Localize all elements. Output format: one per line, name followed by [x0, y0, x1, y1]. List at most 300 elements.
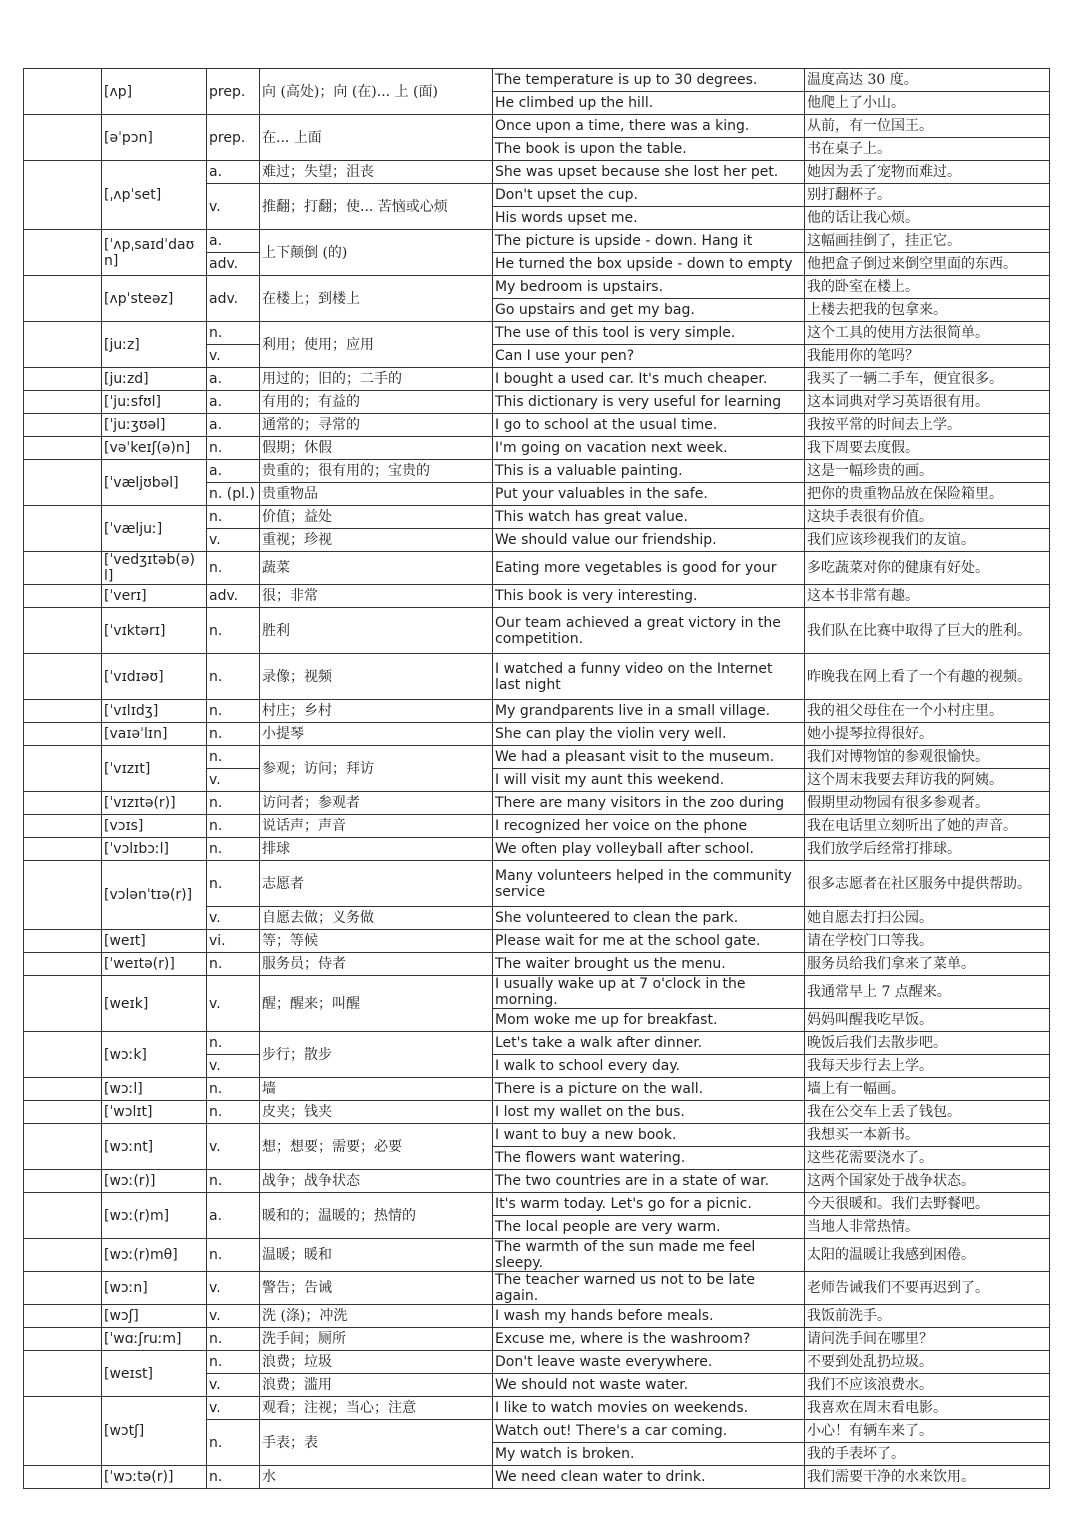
example-zh-cell: 我们队在比赛中取得了巨大的胜利。 [805, 608, 1050, 654]
pos-cell: a. [207, 230, 260, 253]
pos-cell: n. [207, 1032, 260, 1055]
phonetic-cell: [ˈjuːʒʊəl] [102, 414, 207, 437]
phonetic-cell: [ˈvedʒɪtəb(ə)l] [102, 552, 207, 585]
blank-cell [24, 1193, 102, 1239]
blank-cell [24, 861, 102, 930]
example-zh-cell: 她小提琴拉得很好。 [805, 723, 1050, 746]
table-row [24, 1239, 1050, 1272]
meaning-cell: 难过；失望；沮丧 [260, 161, 493, 184]
pos-cell: v. [207, 1055, 260, 1078]
example-zh-cell: 我在电话里立刻听出了她的声音。 [805, 815, 1050, 838]
pos-cell: v. [207, 529, 260, 552]
pos-cell: n. [207, 506, 260, 529]
example-en-cell: We should value our friendship. [493, 529, 805, 552]
phonetic-cell: [weɪt] [102, 930, 207, 953]
example-zh-cell: 我的手表坏了。 [805, 1443, 1050, 1466]
meaning-cell: 访问者；参观者 [260, 792, 493, 815]
blank-cell [24, 815, 102, 838]
example-en-cell: My bedroom is upstairs. [493, 276, 805, 299]
example-en-cell: She was upset because she lost her pet. [493, 161, 805, 184]
example-zh-cell: 太阳的温暖让我感到困倦。 [805, 1239, 1050, 1272]
meaning-cell: 手表；表 [260, 1420, 493, 1466]
pos-cell: a. [207, 1193, 260, 1239]
meaning-cell: 上下颠倒 (的) [260, 230, 493, 276]
blank-cell [24, 1397, 102, 1466]
table-row [24, 506, 1050, 529]
phonetic-cell: [ˈjuːsfʊl] [102, 391, 207, 414]
example-zh-cell: 多吃蔬菜对你的健康有好处。 [805, 552, 1050, 585]
table-row [24, 391, 1050, 414]
example-zh-cell: 不要到处乱扔垃圾。 [805, 1351, 1050, 1374]
table-row [24, 322, 1050, 345]
example-en-cell: The book is upon the table. [493, 138, 805, 161]
example-en-cell: He climbed up the hill. [493, 92, 805, 115]
blank-cell [24, 368, 102, 391]
meaning-cell: 皮夹；钱夹 [260, 1101, 493, 1124]
meaning-cell: 参观；访问；拜访 [260, 746, 493, 792]
table-row [24, 437, 1050, 460]
table-row [24, 69, 1050, 92]
meaning-cell: 重视；珍视 [260, 529, 493, 552]
meaning-cell: 有用的；有益的 [260, 391, 493, 414]
phonetic-cell: [ˈweɪtə(r)] [102, 953, 207, 976]
phonetic-cell: [weɪst] [102, 1351, 207, 1397]
pos-cell: n. [207, 838, 260, 861]
pos-cell: n. [207, 1078, 260, 1101]
phonetic-cell: [vɔlənˈtɪə(r)] [102, 861, 207, 930]
phonetic-cell: [ˈverɪ] [102, 585, 207, 608]
blank-cell [24, 700, 102, 723]
example-en-cell: I walk to school every day. [493, 1055, 805, 1078]
meaning-cell: 警告；告诫 [260, 1272, 493, 1305]
blank-cell [24, 1351, 102, 1397]
example-en-cell: The temperature is up to 30 degrees. [493, 69, 805, 92]
phonetic-cell: [ˈvɔlɪbɔːl] [102, 838, 207, 861]
example-en-cell: I will visit my aunt this weekend. [493, 769, 805, 792]
example-zh-cell: 我下周要去度假。 [805, 437, 1050, 460]
table-row [24, 654, 1050, 700]
blank-cell [24, 585, 102, 608]
phonetic-cell: [vaɪəˈlɪn] [102, 723, 207, 746]
phonetic-cell: [weɪk] [102, 976, 207, 1032]
example-zh-cell: 他的话让我心烦。 [805, 207, 1050, 230]
example-en-cell: It's warm today. Let's go for a picnic. [493, 1193, 805, 1216]
example-zh-cell: 这本书非常有趣。 [805, 585, 1050, 608]
pos-cell: n. [207, 1239, 260, 1272]
blank-cell [24, 746, 102, 792]
example-zh-cell: 很多志愿者在社区服务中提供帮助。 [805, 861, 1050, 907]
meaning-cell: 步行；散步 [260, 1032, 493, 1078]
meaning-cell: 浪费；滥用 [260, 1374, 493, 1397]
blank-cell [24, 1272, 102, 1305]
meaning-cell: 排球 [260, 838, 493, 861]
table-row [24, 552, 1050, 585]
meaning-cell: 小提琴 [260, 723, 493, 746]
meaning-cell: 水 [260, 1466, 493, 1489]
blank-cell [24, 230, 102, 276]
example-zh-cell: 这是一幅珍贵的画。 [805, 460, 1050, 483]
meaning-cell: 很；非常 [260, 585, 493, 608]
example-en-cell: Eating more vegetables is good for your [493, 552, 805, 585]
meaning-cell: 通常的；寻常的 [260, 414, 493, 437]
example-en-cell: She can play the violin very well. [493, 723, 805, 746]
table-row [24, 953, 1050, 976]
blank-cell [24, 976, 102, 1032]
example-zh-cell: 我们不应该浪费水。 [805, 1374, 1050, 1397]
phonetic-cell: [vəˈkeɪʃ(ə)n] [102, 437, 207, 460]
blank-cell [24, 654, 102, 700]
example-zh-cell: 我的卧室在楼上。 [805, 276, 1050, 299]
example-zh-cell: 书在桌子上。 [805, 138, 1050, 161]
blank-cell [24, 460, 102, 506]
example-zh-cell: 我们对博物馆的参观很愉快。 [805, 746, 1050, 769]
table-row [24, 585, 1050, 608]
example-zh-cell: 墙上有一幅画。 [805, 1078, 1050, 1101]
table-row [24, 700, 1050, 723]
meaning-cell: 醒；醒来；叫醒 [260, 976, 493, 1032]
pos-cell: adv. [207, 253, 260, 276]
pos-cell: n. [207, 1170, 260, 1193]
meaning-cell: 说话声；声音 [260, 815, 493, 838]
example-en-cell: Can I use your pen? [493, 345, 805, 368]
pos-cell: a. [207, 414, 260, 437]
phonetic-cell: [wɔːnt] [102, 1124, 207, 1170]
blank-cell [24, 69, 102, 115]
pos-cell: n. [207, 1466, 260, 1489]
table-row [24, 161, 1050, 184]
example-en-cell: The waiter brought us the menu. [493, 953, 805, 976]
example-en-cell: Watch out! There's a car coming. [493, 1420, 805, 1443]
blank-cell [24, 391, 102, 414]
example-zh-cell: 我饭前洗手。 [805, 1305, 1050, 1328]
example-en-cell: I go to school at the usual time. [493, 414, 805, 437]
example-en-cell: His words upset me. [493, 207, 805, 230]
example-zh-cell: 我在公交车上丢了钱包。 [805, 1101, 1050, 1124]
example-zh-cell: 我们应该珍视我们的友谊。 [805, 529, 1050, 552]
table-row [24, 1351, 1050, 1374]
example-zh-cell: 我们需要干净的水来饮用。 [805, 1466, 1050, 1489]
table-row [24, 815, 1050, 838]
example-zh-cell: 晚饭后我们去散步吧。 [805, 1032, 1050, 1055]
example-zh-cell: 这本词典对学习英语很有用。 [805, 391, 1050, 414]
blank-cell [24, 838, 102, 861]
meaning-cell: 洗手间；厕所 [260, 1328, 493, 1351]
phonetic-cell: [ʌp] [102, 69, 207, 115]
blank-cell [24, 414, 102, 437]
example-en-cell: The local people are very warm. [493, 1216, 805, 1239]
example-zh-cell: 这个周末我要去拜访我的阿姨。 [805, 769, 1050, 792]
meaning-cell: 温暖；暖和 [260, 1239, 493, 1272]
example-en-cell: Don't leave waste everywhere. [493, 1351, 805, 1374]
example-zh-cell: 把你的贵重物品放在保险箱里。 [805, 483, 1050, 506]
example-zh-cell: 这个工具的使用方法很简单。 [805, 322, 1050, 345]
phonetic-cell: [ˈvɪdɪəʊ] [102, 654, 207, 700]
table-row [24, 1328, 1050, 1351]
blank-cell [24, 930, 102, 953]
phonetic-cell: [ˈvæljuː] [102, 506, 207, 552]
meaning-cell: 想；想要；需要；必要 [260, 1124, 493, 1170]
table-row [24, 1101, 1050, 1124]
example-en-cell: I lost my wallet on the bus. [493, 1101, 805, 1124]
example-zh-cell: 我买了一辆二手车，便宜很多。 [805, 368, 1050, 391]
table-row [24, 276, 1050, 299]
blank-cell [24, 161, 102, 230]
meaning-cell: 贵重物品 [260, 483, 493, 506]
meaning-cell: 录像；视频 [260, 654, 493, 700]
vocabulary-sheet [23, 68, 1049, 1489]
example-zh-cell: 别打翻杯子。 [805, 184, 1050, 207]
meaning-cell: 墙 [260, 1078, 493, 1101]
pos-cell: v. [207, 907, 260, 930]
meaning-cell: 用过的；旧的；二手的 [260, 368, 493, 391]
pos-cell: n. [207, 1101, 260, 1124]
table-row [24, 608, 1050, 654]
pos-cell: v. [207, 1305, 260, 1328]
table-row [24, 861, 1050, 907]
meaning-cell: 服务员；侍者 [260, 953, 493, 976]
pos-cell: v. [207, 1397, 260, 1420]
phonetic-cell: [wɔːn] [102, 1272, 207, 1305]
example-zh-cell: 从前，有一位国王。 [805, 115, 1050, 138]
blank-cell [24, 1032, 102, 1078]
example-en-cell: Our team achieved a great victory in the competition. [493, 608, 805, 654]
example-zh-cell: 她自愿去打扫公园。 [805, 907, 1050, 930]
phonetic-cell: [ˈwɔlɪt] [102, 1101, 207, 1124]
table-row [24, 1272, 1050, 1305]
pos-cell: n. [207, 861, 260, 907]
phonetic-cell: [wɔː(r)m] [102, 1193, 207, 1239]
example-zh-cell: 我通常早上 7 点醒来。 [805, 976, 1050, 1009]
example-en-cell: The picture is upside - down. Hang it [493, 230, 805, 253]
pos-cell: v. [207, 345, 260, 368]
example-en-cell: The two countries are in a state of war. [493, 1170, 805, 1193]
example-en-cell: The warmth of the sun made me feel sleepy. [493, 1239, 805, 1272]
table-row [24, 1397, 1050, 1420]
example-zh-cell: 这些花需要浇水了。 [805, 1147, 1050, 1170]
pos-cell: v. [207, 184, 260, 230]
example-en-cell: He turned the box upside - down to empty [493, 253, 805, 276]
example-en-cell: There are many visitors in the zoo during [493, 792, 805, 815]
meaning-cell: 蔬菜 [260, 552, 493, 585]
phonetic-cell: [ˌʌpˈset] [102, 161, 207, 230]
pos-cell: n. [207, 552, 260, 585]
phonetic-cell: [wɔː(r)mθ] [102, 1239, 207, 1272]
phonetic-cell: [wɔː(r)] [102, 1170, 207, 1193]
table-row [24, 976, 1050, 1009]
meaning-cell: 自愿去做；义务做 [260, 907, 493, 930]
blank-cell [24, 1170, 102, 1193]
pos-cell: n. [207, 723, 260, 746]
blank-cell [24, 322, 102, 368]
blank-cell [24, 1305, 102, 1328]
blank-cell [24, 1239, 102, 1272]
example-zh-cell: 这两个国家处于战争状态。 [805, 1170, 1050, 1193]
example-en-cell: I want to buy a new book. [493, 1124, 805, 1147]
meaning-cell: 洗 (涤)；冲洗 [260, 1305, 493, 1328]
meaning-cell: 利用；使用；应用 [260, 322, 493, 368]
example-en-cell: We often play volleyball after school. [493, 838, 805, 861]
meaning-cell: 志愿者 [260, 861, 493, 907]
phonetic-cell: [juːzd] [102, 368, 207, 391]
example-en-cell: Don't upset the cup. [493, 184, 805, 207]
example-zh-cell: 今天很暖和。我们去野餐吧。 [805, 1193, 1050, 1216]
pos-cell: n. [207, 608, 260, 654]
example-zh-cell: 这块手表很有价值。 [805, 506, 1050, 529]
pos-cell: n. [207, 1351, 260, 1374]
table-row [24, 1124, 1050, 1147]
pos-cell: a. [207, 460, 260, 483]
example-zh-cell: 他把盒子倒过来倒空里面的东西。 [805, 253, 1050, 276]
example-zh-cell: 服务员给我们拿来了菜单。 [805, 953, 1050, 976]
example-en-cell: Mom woke me up for breakfast. [493, 1009, 805, 1032]
pos-cell: n. [207, 437, 260, 460]
blank-cell [24, 1124, 102, 1170]
example-zh-cell: 当地人非常热情。 [805, 1216, 1050, 1239]
blank-cell [24, 1466, 102, 1489]
meaning-cell: 在楼上；到楼上 [260, 276, 493, 322]
meaning-cell: 贵重的；很有用的；宝贵的 [260, 460, 493, 483]
pos-cell: prep. [207, 115, 260, 161]
example-zh-cell: 温度高达 30 度。 [805, 69, 1050, 92]
table-row [24, 115, 1050, 138]
example-zh-cell: 我的祖父母住在一个小村庄里。 [805, 700, 1050, 723]
phonetic-cell: [ˈvɪzɪt] [102, 746, 207, 792]
blank-cell [24, 1328, 102, 1351]
example-zh-cell: 妈妈叫醒我吃早饭。 [805, 1009, 1050, 1032]
example-zh-cell: 我想买一本新书。 [805, 1124, 1050, 1147]
blank-cell [24, 608, 102, 654]
example-zh-cell: 上楼去把我的包拿来。 [805, 299, 1050, 322]
pos-cell: v. [207, 976, 260, 1032]
table-row [24, 1170, 1050, 1193]
phonetic-cell: [wɔːl] [102, 1078, 207, 1101]
blank-cell [24, 953, 102, 976]
pos-cell: a. [207, 391, 260, 414]
vocabulary-table [23, 68, 1050, 1489]
example-zh-cell: 她因为丢了宠物而难过。 [805, 161, 1050, 184]
meaning-cell: 推翻；打翻；使... 苦恼或心烦 [260, 184, 493, 230]
table-row [24, 1305, 1050, 1328]
phonetic-cell: [ˈʌpˌsaɪdˈdaʊn] [102, 230, 207, 276]
example-zh-cell: 我按平常的时间去上学。 [805, 414, 1050, 437]
example-en-cell: I recognized her voice on the phone [493, 815, 805, 838]
example-zh-cell: 他爬上了小山。 [805, 92, 1050, 115]
pos-cell: vi. [207, 930, 260, 953]
example-en-cell: This is a valuable painting. [493, 460, 805, 483]
example-en-cell: Go upstairs and get my bag. [493, 299, 805, 322]
table-row [24, 838, 1050, 861]
meaning-cell: 暖和的；温暖的；热情的 [260, 1193, 493, 1239]
example-zh-cell: 假期里动物园有很多参观者。 [805, 792, 1050, 815]
phonetic-cell: [ˈvæljʊbəl] [102, 460, 207, 506]
pos-cell: n. [207, 1328, 260, 1351]
phonetic-cell: [ˈvɪlɪdʒ] [102, 700, 207, 723]
meaning-cell: 在... 上面 [260, 115, 493, 161]
phonetic-cell: [vɔɪs] [102, 815, 207, 838]
example-zh-cell: 我们放学后经常打排球。 [805, 838, 1050, 861]
table-row [24, 230, 1050, 253]
example-en-cell: This watch has great value. [493, 506, 805, 529]
example-zh-cell: 昨晚我在网上看了一个有趣的视频。 [805, 654, 1050, 700]
blank-cell [24, 115, 102, 161]
table-row [24, 1032, 1050, 1055]
example-en-cell: I usually wake up at 7 o'clock in the morning. [493, 976, 805, 1009]
phonetic-cell: [ˈvɪktərɪ] [102, 608, 207, 654]
example-en-cell: I'm going on vacation next week. [493, 437, 805, 460]
pos-cell: v. [207, 1272, 260, 1305]
phonetic-cell: [wɔtʃ] [102, 1397, 207, 1466]
pos-cell: n. [207, 792, 260, 815]
table-row [24, 460, 1050, 483]
blank-cell [24, 506, 102, 552]
pos-cell: v. [207, 1124, 260, 1170]
pos-cell: prep. [207, 69, 260, 115]
meaning-cell: 浪费；垃圾 [260, 1351, 493, 1374]
meaning-cell: 观看；注视；当心；注意 [260, 1397, 493, 1420]
example-en-cell: Excuse me, where is the washroom? [493, 1328, 805, 1351]
example-zh-cell: 老师告诫我们不要再迟到了。 [805, 1272, 1050, 1305]
example-en-cell: We had a pleasant visit to the museum. [493, 746, 805, 769]
example-en-cell: Once upon a time, there was a king. [493, 115, 805, 138]
meaning-cell: 等；等候 [260, 930, 493, 953]
example-en-cell: The use of this tool is very simple. [493, 322, 805, 345]
table-row [24, 746, 1050, 769]
example-en-cell: There is a picture on the wall. [493, 1078, 805, 1101]
pos-cell: adv. [207, 585, 260, 608]
pos-cell: n. [207, 700, 260, 723]
example-zh-cell: 这幅画挂倒了，挂正它。 [805, 230, 1050, 253]
blank-cell [24, 1101, 102, 1124]
blank-cell [24, 437, 102, 460]
example-en-cell: I bought a used car. It's much cheaper. [493, 368, 805, 391]
phonetic-cell: [ʌpˈsteəz] [102, 276, 207, 322]
example-en-cell: We should not waste water. [493, 1374, 805, 1397]
example-zh-cell: 我喜欢在周末看电影。 [805, 1397, 1050, 1420]
blank-cell [24, 792, 102, 815]
example-en-cell: I like to watch movies on weekends. [493, 1397, 805, 1420]
table-row [24, 1078, 1050, 1101]
example-zh-cell: 请问洗手间在哪里？ [805, 1328, 1050, 1351]
meaning-cell: 村庄；乡村 [260, 700, 493, 723]
phonetic-cell: [ˈvɪzɪtə(r)] [102, 792, 207, 815]
example-en-cell: My watch is broken. [493, 1443, 805, 1466]
example-en-cell: Put your valuables in the safe. [493, 483, 805, 506]
meaning-cell: 向 (高处)；向 (在)... 上 (面) [260, 69, 493, 115]
table-row [24, 1193, 1050, 1216]
pos-cell: n. [207, 746, 260, 769]
example-en-cell: The teacher warned us not to be late again. [493, 1272, 805, 1305]
example-en-cell: Many volunteers helped in the community service [493, 861, 805, 907]
example-en-cell: I wash my hands before meals. [493, 1305, 805, 1328]
blank-cell [24, 552, 102, 585]
pos-cell: v. [207, 1374, 260, 1397]
table-row [24, 368, 1050, 391]
phonetic-cell: [ˈwɔːtə(r)] [102, 1466, 207, 1489]
table-row [24, 723, 1050, 746]
meaning-cell: 胜利 [260, 608, 493, 654]
phonetic-cell: [juːz] [102, 322, 207, 368]
phonetic-cell: [wɔːk] [102, 1032, 207, 1078]
pos-cell: n. [207, 815, 260, 838]
meaning-cell: 假期；休假 [260, 437, 493, 460]
blank-cell [24, 276, 102, 322]
meaning-cell: 战争；战争状态 [260, 1170, 493, 1193]
example-en-cell: My grandparents live in a small village. [493, 700, 805, 723]
table-row [24, 1466, 1050, 1489]
table-row [24, 792, 1050, 815]
phonetic-cell: [əˈpɔn] [102, 115, 207, 161]
pos-cell: n. [207, 1420, 260, 1466]
